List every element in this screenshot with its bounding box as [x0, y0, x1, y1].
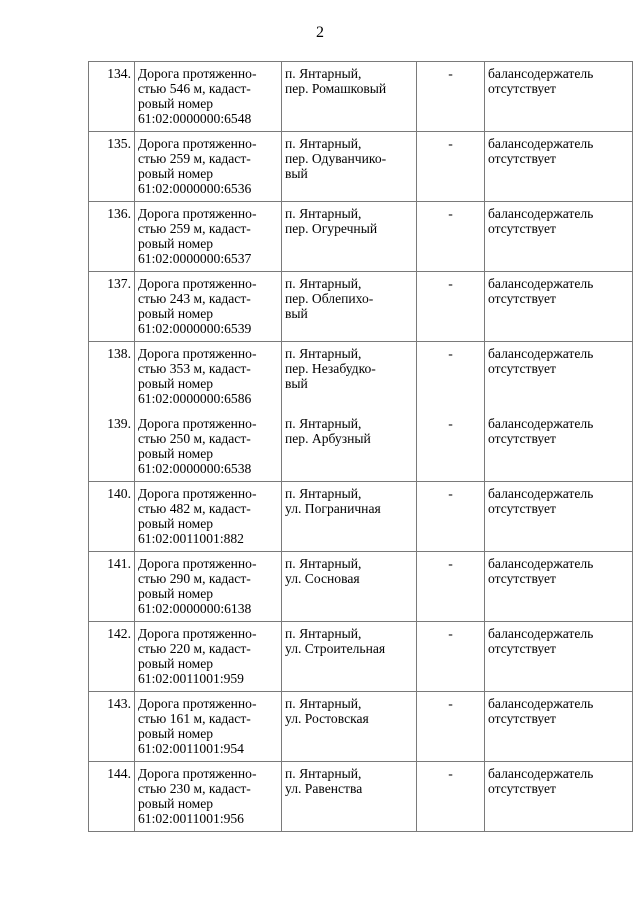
row-number: 136. — [107, 206, 131, 221]
row-number: 144. — [107, 766, 131, 781]
table-row — [89, 342, 633, 412]
object-value-cell — [417, 272, 485, 342]
object-name-line: Дорога протяженно- — [138, 696, 257, 711]
object-value: - — [448, 626, 453, 641]
object-value-cell — [417, 552, 485, 622]
object-value-cell — [417, 622, 485, 692]
object-name-line: стью 243 м, кадаст- — [138, 291, 251, 306]
object-name-line: 61:02:0000000:6138 — [138, 601, 252, 616]
balance-holder-cell — [485, 202, 633, 272]
object-name-line: ровый номер — [138, 586, 214, 601]
object-address-cell — [282, 622, 417, 692]
object-address-line: вый — [285, 306, 308, 321]
object-value: - — [448, 486, 453, 501]
object-name-line: 61:02:0000000:6536 — [138, 181, 252, 196]
balance-holder-line: отсутствует — [488, 781, 557, 796]
table-row — [89, 62, 633, 132]
balance-holder-cell — [485, 482, 633, 552]
row-number: 138. — [107, 346, 131, 361]
object-name-line: 61:02:0000000:6548 — [138, 111, 252, 126]
balance-holder-cell — [485, 132, 633, 202]
balance-holder-line: балансодержатель — [488, 556, 594, 571]
object-name-line: стью 259 м, кадаст- — [138, 151, 251, 166]
table-row — [89, 762, 633, 832]
balance-holder-line: отсутствует — [488, 430, 557, 446]
object-address-cell — [282, 552, 417, 622]
object-address-line: п. Янтарный, — [285, 696, 362, 711]
object-name-line: ровый номер — [138, 376, 214, 391]
balance-holder-line: отсутствует — [488, 221, 557, 236]
object-value: - — [448, 415, 453, 431]
balance-holder-line: балансодержатель — [488, 696, 594, 711]
balance-holder-line: балансодержатель — [488, 206, 594, 221]
object-address-line: ул. Строительная — [285, 641, 386, 656]
table-row — [89, 692, 633, 762]
object-name-line: стью 161 м, кадаст- — [138, 711, 251, 726]
object-name-line: стью 259 м, кадаст- — [138, 221, 251, 236]
object-name-line: Дорога протяженно- — [138, 206, 257, 221]
balance-holder-line: отсутствует — [488, 151, 557, 166]
row-number-cell — [89, 412, 135, 482]
page-number: 2 — [316, 24, 324, 41]
balance-holder-cell — [485, 62, 633, 132]
table-row — [89, 412, 633, 482]
balance-holder-cell — [485, 342, 633, 412]
row-number: 137. — [107, 276, 131, 291]
balance-holder-line: балансодержатель — [488, 346, 594, 361]
object-address-line: п. Янтарный, — [285, 206, 362, 221]
object-name-line: Дорога протяженно- — [138, 136, 257, 151]
object-value-cell — [417, 202, 485, 272]
object-name-line: Дорога протяженно- — [138, 346, 257, 361]
object-address-line: ул. Сосновая — [285, 571, 360, 586]
object-address-line: п. Янтарный, — [285, 136, 362, 151]
row-number: 140. — [107, 486, 131, 501]
balance-holder-cell — [485, 692, 633, 762]
object-value-cell — [417, 412, 485, 482]
object-name-cell — [135, 762, 282, 832]
object-name-cell — [135, 132, 282, 202]
object-name-cell — [135, 272, 282, 342]
object-value: - — [448, 766, 453, 781]
object-address-cell — [282, 412, 417, 482]
object-name-cell — [135, 412, 282, 482]
balance-holder-line: отсутствует — [488, 711, 557, 726]
balance-holder-cell — [485, 762, 633, 832]
row-number: 143. — [107, 696, 131, 711]
object-address-line: п. Янтарный, — [285, 66, 362, 81]
road-registry-table — [88, 61, 633, 832]
object-name-cell — [135, 62, 282, 132]
object-name-line: Дорога протяженно- — [138, 66, 257, 81]
object-address-line: п. Янтарный, — [285, 346, 362, 361]
balance-holder-cell — [485, 272, 633, 342]
object-name-cell — [135, 692, 282, 762]
object-name-line: 61:02:0011001:959 — [138, 671, 244, 686]
object-name-line: Дорога протяженно- — [138, 415, 257, 431]
object-address-cell — [282, 342, 417, 412]
object-address-cell — [282, 482, 417, 552]
balance-holder-line: балансодержатель — [488, 626, 594, 641]
object-name-line: Дорога протяженно- — [138, 276, 257, 291]
object-address-line: пер. Облепихо- — [285, 291, 374, 306]
row-number: 134. — [107, 66, 131, 81]
object-name-line: 61:02:0000000:6586 — [138, 391, 252, 406]
object-name-line: 61:02:0011001:956 — [138, 811, 244, 826]
row-number-cell — [89, 622, 135, 692]
table-body — [89, 62, 633, 832]
object-name-line: стью 250 м, кадаст- — [138, 430, 251, 446]
row-number: 141. — [107, 556, 131, 571]
object-address-line: пер. Одуванчико- — [285, 151, 387, 166]
row-number-cell — [89, 62, 135, 132]
object-name-line: ровый номер — [138, 726, 214, 741]
object-address-line: пер. Арбузный — [285, 430, 371, 446]
row-number: 139. — [107, 415, 131, 431]
balance-holder-line: балансодержатель — [488, 415, 594, 431]
object-address-line: п. Янтарный, — [285, 766, 362, 781]
object-name-line: ровый номер — [138, 656, 214, 671]
balance-holder-line: балансодержатель — [488, 66, 594, 81]
balance-holder-cell — [485, 552, 633, 622]
object-value: - — [448, 206, 453, 221]
object-name-line: ровый номер — [138, 306, 214, 321]
object-address-line: п. Янтарный, — [285, 556, 362, 571]
row-number-cell — [89, 132, 135, 202]
object-name-line: 61:02:0011001:954 — [138, 741, 244, 756]
table-row — [89, 552, 633, 622]
object-value: - — [448, 276, 453, 291]
object-name-line: ровый номер — [138, 96, 214, 111]
object-address-line: пер. Ромашковый — [285, 81, 387, 96]
object-name-cell — [135, 482, 282, 552]
object-address-line: п. Янтарный, — [285, 626, 362, 641]
row-number-cell — [89, 342, 135, 412]
object-value: - — [448, 346, 453, 361]
row-number-cell — [89, 272, 135, 342]
object-value-cell — [417, 692, 485, 762]
object-name-cell — [135, 622, 282, 692]
object-name-line: ровый номер — [138, 445, 214, 461]
object-name-line: стью 290 м, кадаст- — [138, 571, 251, 586]
table-row — [89, 272, 633, 342]
object-value-cell — [417, 342, 485, 412]
object-name-line: Дорога протяженно- — [138, 556, 257, 571]
object-value-cell — [417, 62, 485, 132]
balance-holder-line: отсутствует — [488, 291, 557, 306]
object-name-line: стью 230 м, кадаст- — [138, 781, 251, 796]
object-address-cell — [282, 762, 417, 832]
object-value: - — [448, 66, 453, 81]
object-name-line: ровый номер — [138, 796, 214, 811]
object-address-line: п. Янтарный, — [285, 415, 362, 431]
table-row — [89, 482, 633, 552]
balance-holder-line: балансодержатель — [488, 486, 594, 501]
object-value-cell — [417, 762, 485, 832]
row-number-cell — [89, 482, 135, 552]
table-row — [89, 622, 633, 692]
table-row — [89, 202, 633, 272]
row-number-cell — [89, 202, 135, 272]
balance-holder-line: балансодержатель — [488, 136, 594, 151]
object-name-line: стью 482 м, кадаст- — [138, 501, 251, 516]
object-address-line: п. Янтарный, — [285, 486, 362, 501]
balance-holder-line: отсутствует — [488, 361, 557, 376]
object-name-cell — [135, 202, 282, 272]
balance-holder-cell — [485, 622, 633, 692]
object-name-line: Дорога протяженно- — [138, 486, 257, 501]
object-name-line: Дорога протяженно- — [138, 626, 257, 641]
table-row — [89, 132, 633, 202]
object-value-cell — [417, 482, 485, 552]
balance-holder-line: отсутствует — [488, 81, 557, 96]
object-address-line: вый — [285, 376, 308, 391]
row-number-cell — [89, 762, 135, 832]
row-number-cell — [89, 692, 135, 762]
balance-holder-line: балансодержатель — [488, 766, 594, 781]
object-address-line: ул. Равенства — [285, 781, 363, 796]
object-value: - — [448, 136, 453, 151]
object-address-line: пер. Незабудко- — [285, 361, 376, 376]
object-address-cell — [282, 202, 417, 272]
object-address-cell — [282, 132, 417, 202]
object-address-cell — [282, 692, 417, 762]
object-name-line: 61:02:0000000:6539 — [138, 321, 252, 336]
row-number: 142. — [107, 626, 131, 641]
object-name-line: ровый номер — [138, 166, 214, 181]
balance-holder-line: отсутствует — [488, 641, 557, 656]
balance-holder-line: отсутствует — [488, 571, 557, 586]
object-value-cell — [417, 132, 485, 202]
object-value: - — [448, 556, 453, 571]
row-number-cell — [89, 552, 135, 622]
object-name-line: 61:02:0011001:882 — [138, 531, 244, 546]
object-address-line: пер. Огуречный — [285, 221, 378, 236]
object-name-line: 61:02:0000000:6537 — [138, 251, 252, 266]
balance-holder-line: отсутствует — [488, 501, 557, 516]
row-number: 135. — [107, 136, 131, 151]
balance-holder-line: балансодержатель — [488, 276, 594, 291]
object-address-line: ул. Пограничная — [285, 501, 381, 516]
balance-holder-cell — [485, 412, 633, 482]
object-value: - — [448, 696, 453, 711]
object-address-cell — [282, 272, 417, 342]
object-address-cell — [282, 62, 417, 132]
object-name-line: Дорога протяженно- — [138, 766, 257, 781]
object-name-line: стью 546 м, кадаст- — [138, 81, 251, 96]
object-name-line: ровый номер — [138, 236, 214, 251]
object-address-line: вый — [285, 166, 308, 181]
object-name-line: ровый номер — [138, 516, 214, 531]
object-name-line: 61:02:0000000:6538 — [138, 460, 252, 476]
object-name-line: стью 353 м, кадаст- — [138, 361, 251, 376]
object-name-line: стью 220 м, кадаст- — [138, 641, 251, 656]
object-name-cell — [135, 552, 282, 622]
object-address-line: п. Янтарный, — [285, 276, 362, 291]
object-address-line: ул. Ростовская — [285, 711, 369, 726]
object-name-cell — [135, 342, 282, 412]
